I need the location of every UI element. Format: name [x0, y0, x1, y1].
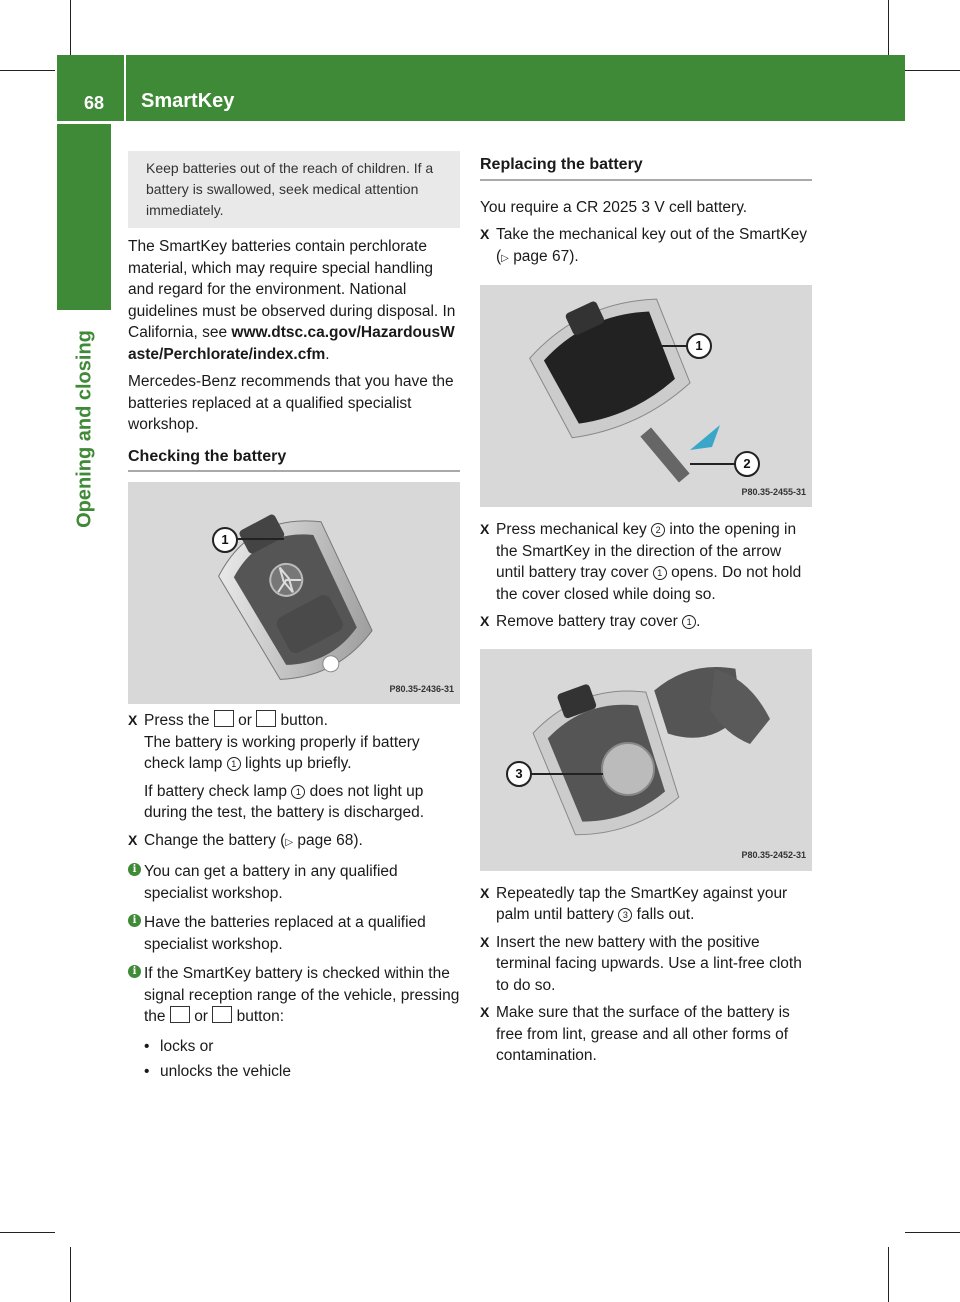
callout-leader [690, 463, 738, 465]
dtsc-link[interactable]: www.dtsc.ca.gov/HazardousWaste/Perchlorate/index.cfm [128, 324, 455, 363]
section-heading-replacing: Replacing the battery [480, 154, 812, 181]
crop-mark [70, 0, 71, 55]
callout-3: 3 [506, 761, 532, 787]
info-note: i Have the batteries replaced at a qualified specialist workshop. [128, 912, 460, 955]
figure-smartkey-front [128, 482, 460, 704]
info-note: i You can get a battery in any qualified specialist workshop. [128, 861, 460, 904]
callout-1: 1 [686, 333, 712, 359]
section-heading-checking: Checking the battery [128, 446, 460, 473]
info-icon: i [128, 914, 141, 927]
workshop-paragraph: Mercedes-Benz recommends that you have the batteries replaced at a qualified specialist workshop. [128, 373, 454, 433]
step-change-battery: X Change the battery (▷ page 68). [128, 830, 460, 854]
callout-ref-1: 1 [682, 615, 696, 629]
figure-code: P80.35-2452-31 [741, 850, 806, 860]
bullet-item: • unlocks the vehicle [128, 1061, 460, 1083]
warning-note: Keep batteries out of the reach of children. If a battery is swallowed, seek medical attention immediately. [128, 151, 460, 228]
right-column [480, 151, 812, 1073]
side-tab-block [57, 124, 111, 310]
unlock-button-icon [212, 1006, 232, 1023]
step-tap-smartkey: X Repeatedly tap the SmartKey against your palm until battery 3 falls out. [480, 883, 812, 926]
crop-mark [0, 1232, 55, 1233]
header-divider [124, 55, 126, 121]
page-number: 68 [84, 93, 105, 113]
callout-ref-3: 3 [618, 908, 632, 922]
callout-ref-1: 1 [653, 566, 667, 580]
figure-mechanical-key [480, 285, 812, 507]
step-remove-cover: X Remove battery tray cover 1 . [480, 611, 812, 633]
page-ref-icon: ▷ [501, 252, 509, 264]
info-note: i If the SmartKey battery is checked within the signal reception range of the vehicle, pressing the or button: [128, 963, 460, 1028]
callout-ref-2: 2 [651, 523, 665, 537]
lock-button-icon [170, 1006, 190, 1023]
unlock-button-icon [256, 710, 276, 727]
callout-2: 2 [734, 451, 760, 477]
step-take-key: X Take the mechanical key out of the SmartKey (▷ page 67). [480, 224, 812, 269]
perchlorate-paragraph: The SmartKey batteries contain perchlorate material, which may require special handling and regard for the environment. National guidelines must be observed during disposal. In California, see www.dtsc.ca.gov/HazardousWaste/Perchlorate/index.cfm. [128, 238, 456, 363]
left-column [128, 151, 460, 1087]
page-ref-icon: ▷ [285, 836, 294, 848]
callout-leader [528, 773, 603, 775]
figure-battery-tray [480, 649, 812, 871]
crop-mark [905, 70, 960, 71]
bullet-item: • locks or [128, 1036, 460, 1058]
figure-code: P80.35-2436-31 [389, 683, 454, 694]
lock-button-icon [214, 710, 234, 727]
chapter-label: Opening and closing [73, 330, 96, 528]
callout-ref-1: 1 [291, 785, 305, 799]
smartkey-front-illustration [128, 482, 460, 704]
info-icon: i [128, 863, 141, 876]
step-press-button: X Press the or button. The battery is working properly if battery check lamp 1 lights up briefly. If battery check lamp 1 does not light up during the test, the battery is discharged. [128, 710, 460, 824]
crop-mark [0, 70, 55, 71]
mechanical-key-illustration [480, 285, 812, 507]
crop-mark [70, 1247, 71, 1302]
step-check-surface: X Make sure that the surface of the battery is free from lint, grease and all other forms of contamination. [480, 1002, 812, 1067]
battery-tray-illustration [480, 649, 812, 871]
figure-code: P80.35-2455-31 [741, 486, 806, 497]
page-ref-link[interactable]: page 67 [513, 247, 570, 265]
crop-mark [905, 1232, 960, 1233]
crop-mark [888, 0, 889, 55]
callout-1: 1 [212, 527, 238, 553]
crop-mark [888, 1247, 889, 1302]
callout-ref-1: 1 [227, 757, 241, 771]
battery-requirement: You require a CR 2025 3 V cell battery. [480, 198, 748, 216]
page-ref-link[interactable]: page 68 [297, 831, 354, 849]
step-insert-battery: X Insert the new battery with the positive terminal facing upwards. Use a lint-free cloth to do so. [480, 932, 812, 997]
info-icon: i [128, 965, 141, 978]
step-press-key: X Press mechanical key 2 into the opening in the SmartKey in the direction of the arrow until battery tray cover 1 opens. Do not hold the cover closed while doing so. [480, 519, 812, 605]
page-title: SmartKey [141, 90, 235, 112]
callout-leader [236, 538, 284, 540]
